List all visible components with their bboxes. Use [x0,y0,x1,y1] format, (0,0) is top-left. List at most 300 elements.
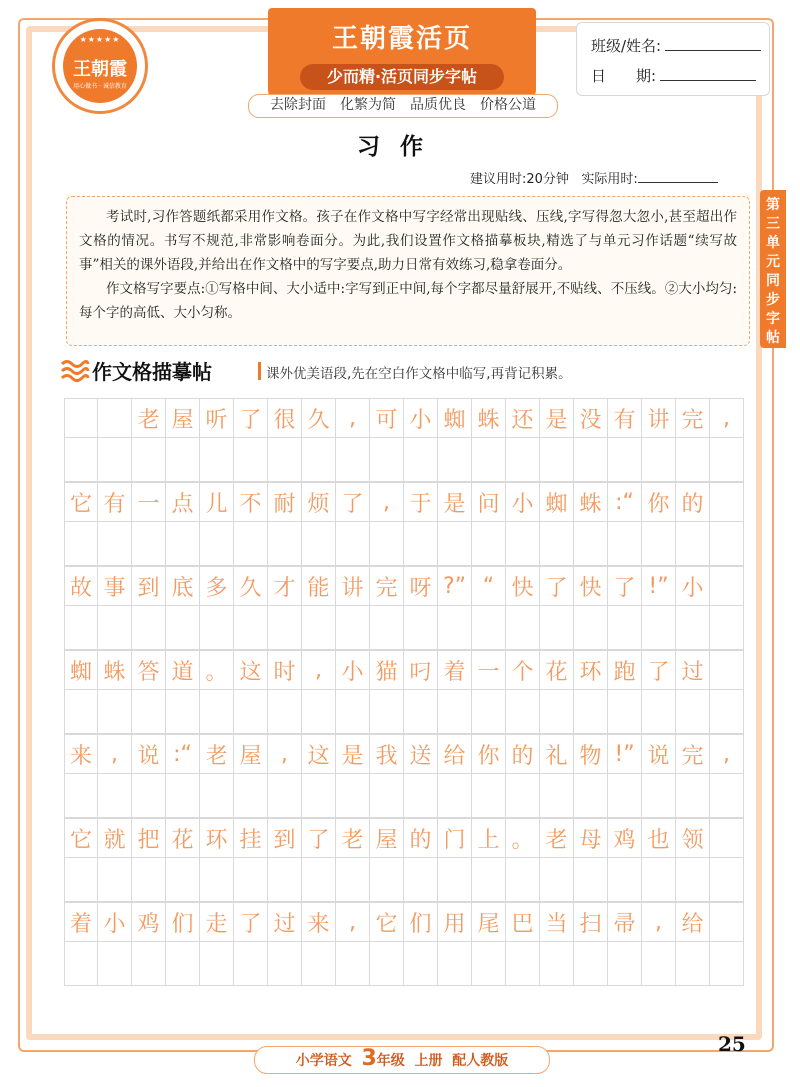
grid-cell[interactable]: 完 [676,734,710,774]
grid-cell[interactable]: 你 [642,482,676,522]
grid-blank-cell[interactable] [166,942,200,986]
grid-blank-cell[interactable] [98,606,132,650]
grid-blank-cell[interactable] [132,858,166,902]
grid-cell[interactable]: 。 [200,650,234,690]
grid-blank-cell[interactable] [166,438,200,482]
grid-blank-cell[interactable] [64,858,98,902]
grid-cell[interactable]: 了 [234,902,268,942]
grid-blank-cell[interactable] [336,522,370,566]
grid-cell[interactable]: 答 [132,650,166,690]
grid-cell[interactable]: 底 [166,566,200,606]
grid-blank-cell[interactable] [676,858,710,902]
grid-blank-cell[interactable] [438,942,472,986]
grid-blank-cell[interactable] [438,774,472,818]
grid-blank-cell[interactable] [540,522,574,566]
grid-cell[interactable]: 不 [234,482,268,522]
grid-blank-cell[interactable] [166,522,200,566]
grid-blank-cell[interactable] [98,942,132,986]
grid-cell[interactable]: 了 [234,398,268,438]
grid-cell[interactable]: 有 [608,398,642,438]
grid-blank-cell[interactable] [64,942,98,986]
grid-cell[interactable]: , [98,734,132,774]
grid-blank-cell[interactable] [506,606,540,650]
grid-char-row [64,398,744,438]
grid-cell[interactable] [710,566,744,606]
grid-cell[interactable]: 事 [98,566,132,606]
grid-cell[interactable]: 了 [608,566,642,606]
grid-cell[interactable]: 用 [438,902,472,942]
grid-blank-cell[interactable] [234,942,268,986]
grid-cell[interactable]: 的 [676,482,710,522]
grid-blank-cell[interactable] [302,858,336,902]
grid-blank-cell[interactable] [166,774,200,818]
grid-cell[interactable]: 有 [98,482,132,522]
grid-cell[interactable]: 鸡 [608,818,642,858]
grid-blank-cell[interactable] [268,438,302,482]
grid-cell[interactable]: , [710,398,744,438]
date-row [591,65,756,86]
grid-cell[interactable]: 的 [404,818,438,858]
grid-blank-cell[interactable] [64,522,98,566]
grid-blank-cell[interactable] [472,774,506,818]
side-tab-char: 帖 [766,330,780,346]
grid-cell[interactable]: 上 [472,818,506,858]
grid-blank-cell[interactable] [438,522,472,566]
grid-blank-cell[interactable] [370,690,404,734]
grid-cell[interactable]: 到 [132,566,166,606]
grid-blank-cell[interactable] [268,522,302,566]
grid-blank-cell[interactable] [336,438,370,482]
grid-cell[interactable] [710,818,744,858]
grid-cell[interactable]: 完 [370,566,404,606]
grid-blank-cell[interactable] [370,942,404,986]
grid-blank-cell[interactable] [676,942,710,986]
grid-blank-cell[interactable] [574,690,608,734]
grid-blank-cell[interactable] [234,858,268,902]
grid-blank-cell[interactable] [404,438,438,482]
time-hint [470,168,718,187]
grid-blank-cell[interactable] [574,438,608,482]
grid-blank-cell[interactable] [268,774,302,818]
grid-blank-cell[interactable] [608,690,642,734]
grid-cell[interactable]: 多 [200,566,234,606]
grid-blank-cell[interactable] [642,858,676,902]
grid-blank-cell[interactable] [404,858,438,902]
grid-blank-cell[interactable] [472,690,506,734]
grid-cell[interactable]: 们 [404,902,438,942]
grid-blank-cell[interactable] [540,858,574,902]
grid-cell[interactable]: 给 [676,902,710,942]
grid-blank-cell[interactable] [404,690,438,734]
unit-side-tab [760,190,786,348]
grid-blank-cell[interactable] [268,606,302,650]
grid-blank-cell[interactable] [234,438,268,482]
grid-blank-cell[interactable] [166,606,200,650]
grid-cell[interactable]: , [302,650,336,690]
grid-blank-cell[interactable] [370,606,404,650]
grid-blank-cell[interactable] [234,522,268,566]
grid-blank-cell[interactable] [472,606,506,650]
grid-blank-cell[interactable] [710,438,744,482]
grid-blank-cell[interactable] [506,522,540,566]
grid-cell[interactable]: 来 [64,734,98,774]
grid-blank-cell[interactable] [268,690,302,734]
grid-cell[interactable]: 可 [370,398,404,438]
grid-cell[interactable]: 也 [642,818,676,858]
grid-cell[interactable] [98,398,132,438]
grid-blank-cell[interactable] [404,942,438,986]
grid-cell[interactable]: 尾 [472,902,506,942]
grid-cell[interactable]: 蜘 [540,482,574,522]
grid-cell[interactable] [710,650,744,690]
grid-cell[interactable]: 呀 [404,566,438,606]
grid-blank-cell[interactable] [200,438,234,482]
grid-cell[interactable]: 老 [200,734,234,774]
grid-cell[interactable]: 。 [506,818,540,858]
grid-blank-cell[interactable] [132,606,166,650]
grid-cell[interactable]: 烦 [302,482,336,522]
grid-cell[interactable]: 送 [404,734,438,774]
grid-cell[interactable]: 花 [540,650,574,690]
grid-blank-cell[interactable] [200,858,234,902]
grid-cell[interactable]: 巴 [506,902,540,942]
grid-cell[interactable]: !” [642,566,676,606]
grid-cell[interactable]: 才 [268,566,302,606]
grid-cell[interactable]: 我 [370,734,404,774]
grid-cell[interactable]: 走 [200,902,234,942]
grid-cell[interactable]: 个 [506,650,540,690]
grid-blank-cell[interactable] [64,438,98,482]
grid-cell[interactable]: 过 [268,902,302,942]
grid-blank-cell[interactable] [268,942,302,986]
grid-cell[interactable]: 它 [64,482,98,522]
grid-cell[interactable]: 还 [506,398,540,438]
grid-cell[interactable]: 时 [268,650,302,690]
grid-cell[interactable]: 扫 [574,902,608,942]
actual-time-field[interactable] [638,170,718,183]
grid-cell[interactable]: 着 [438,650,472,690]
grid-cell[interactable]: 挂 [234,818,268,858]
grid-blank-cell[interactable] [710,606,744,650]
grid-cell[interactable]: 故 [64,566,98,606]
grid-blank-cell[interactable] [540,690,574,734]
grid-blank-cell[interactable] [438,690,472,734]
grid-cell[interactable]: “ [472,566,506,606]
grid-cell[interactable]: 讲 [336,566,370,606]
grid-blank-cell[interactable] [642,438,676,482]
grid-blank-cell[interactable] [574,858,608,902]
grid-cell[interactable]: 一 [472,650,506,690]
grid-cell[interactable]: 来 [302,902,336,942]
grid-blank-cell[interactable] [166,690,200,734]
grid-blank-cell[interactable] [438,858,472,902]
grid-cell[interactable]: 就 [98,818,132,858]
grid-char-row [64,902,744,942]
grid-blank-cell[interactable] [302,690,336,734]
grid-blank-cell[interactable] [132,438,166,482]
grid-cell[interactable]: 鸡 [132,902,166,942]
grid-blank-cell[interactable] [98,522,132,566]
grid-blank-cell[interactable] [710,858,744,902]
grid-blank-cell[interactable] [200,774,234,818]
grid-cell[interactable]: 这 [302,734,336,774]
grid-blank-cell[interactable] [642,942,676,986]
intro-paragraph-1: 考试时,习作答题纸都采用作文格。孩子在作文格中写字经常出现贴线、压线,字写得忽大忽小,甚至超出作文格的情况。书写不规范,非常影响卷面分。为此,我们设置作文格描摹板块,精选了与单元习作话题“续写故事”相关的课外语段,并给出在作文格中的写字要点,助力日常有效练习,稳拿卷面分。 [79,209,737,273]
grid-cell[interactable]: 过 [676,650,710,690]
grid-cell[interactable]: 物 [574,734,608,774]
grid-char-row [64,482,744,522]
grid-blank-cell[interactable] [472,438,506,482]
grid-cell[interactable]: !” [608,734,642,774]
grid-blank-cell[interactable] [506,774,540,818]
grid-cell[interactable]: 是 [438,482,472,522]
grid-cell[interactable]: 于 [404,482,438,522]
grid-cell[interactable]: 把 [132,818,166,858]
grid-blank-cell[interactable] [540,942,574,986]
grid-cell[interactable]: , [268,734,302,774]
grid-blank-cell[interactable] [64,606,98,650]
grid-cell[interactable]: 听 [200,398,234,438]
side-tab-char: 元 [766,254,780,270]
grid-cell[interactable]: 跑 [608,650,642,690]
grid-cell[interactable]: 小 [676,566,710,606]
grid-cell[interactable]: 了 [336,482,370,522]
grid-cell[interactable]: 一 [132,482,166,522]
grid-blank-cell[interactable] [98,690,132,734]
grid-cell[interactable]: 它 [64,818,98,858]
suggested-time: 建议用时:20分钟 [470,172,569,187]
grid-cell[interactable]: 老 [132,398,166,438]
grid-blank-cell[interactable] [642,774,676,818]
grid-cell[interactable]: 快 [506,566,540,606]
grid-cell[interactable]: 了 [642,650,676,690]
grid-blank-cell[interactable] [608,858,642,902]
grid-blank-cell[interactable] [472,522,506,566]
grid-cell[interactable]: 完 [676,398,710,438]
grid-cell[interactable]: , [642,902,676,942]
grid-cell[interactable]: 花 [166,818,200,858]
grid-blank-cell[interactable] [608,438,642,482]
grid-cell[interactable]: , [370,482,404,522]
grid-blank-cell[interactable] [200,606,234,650]
grid-blank-cell[interactable] [710,942,744,986]
tagline: 去除封面 化繁为简 品质优良 价格公道 [248,94,558,118]
grid-blank-cell[interactable] [676,690,710,734]
intro-box [66,196,750,346]
grid-blank-cell[interactable] [540,438,574,482]
grid-blank-cell[interactable] [710,690,744,734]
grid-cell[interactable]: 小 [404,398,438,438]
grid-blank-cell[interactable] [438,606,472,650]
grid-cell[interactable]: 领 [676,818,710,858]
grid-cell[interactable]: 蜘 [64,650,98,690]
grid-blank-cell[interactable] [608,522,642,566]
grid-char-row [64,650,744,690]
grid-blank-cell[interactable] [574,606,608,650]
grid-blank-cell[interactable] [472,858,506,902]
grid-cell[interactable]: 蛛 [472,398,506,438]
grid-cell[interactable]: 帚 [608,902,642,942]
grid-blank-cell[interactable] [710,774,744,818]
grid-practice-row [64,858,744,902]
grid-cell[interactable]: 道 [166,650,200,690]
grid-cell[interactable]: , [336,398,370,438]
grid-blank-cell[interactable] [336,942,370,986]
grid-cell[interactable]: 蛛 [574,482,608,522]
grid-blank-cell[interactable] [200,522,234,566]
grid-blank-cell[interactable] [302,438,336,482]
grid-cell[interactable]: 环 [200,818,234,858]
grid-cell[interactable]: 蛛 [98,650,132,690]
grid-blank-cell[interactable] [200,690,234,734]
grid-blank-cell[interactable] [608,606,642,650]
grid-blank-cell[interactable] [404,606,438,650]
class-name-field[interactable] [665,36,761,51]
grid-cell[interactable]: 了 [302,818,336,858]
grid-blank-cell[interactable] [370,774,404,818]
grid-cell[interactable]: , [710,734,744,774]
grid-cell[interactable]: 着 [64,902,98,942]
grid-cell[interactable]: , [336,902,370,942]
grid-blank-cell[interactable] [370,858,404,902]
grid-blank-cell[interactable] [404,774,438,818]
grid-blank-cell[interactable] [98,858,132,902]
grid-blank-cell[interactable] [166,858,200,902]
grid-blank-cell[interactable] [302,522,336,566]
grid-cell[interactable]: 的 [506,734,540,774]
grid-blank-cell[interactable] [98,438,132,482]
grid-cell[interactable]: 给 [438,734,472,774]
grid-blank-cell[interactable] [642,522,676,566]
grid-blank-cell[interactable] [676,774,710,818]
grid-cell[interactable]: 说 [132,734,166,774]
grid-cell[interactable] [64,398,98,438]
grid-cell[interactable]: 是 [336,734,370,774]
grid-blank-cell[interactable] [234,774,268,818]
grid-blank-cell[interactable] [676,522,710,566]
grid-blank-cell[interactable] [404,522,438,566]
grid-cell[interactable]: 蜘 [438,398,472,438]
grid-blank-cell[interactable] [64,774,98,818]
grid-cell[interactable]: 久 [234,566,268,606]
grid-blank-cell[interactable] [302,942,336,986]
grid-blank-cell[interactable] [676,438,710,482]
grid-cell[interactable]: 它 [370,902,404,942]
grid-cell[interactable]: 老 [336,818,370,858]
grid-cell[interactable]: 这 [234,650,268,690]
grid-blank-cell[interactable] [336,690,370,734]
grid-cell[interactable]: 礼 [540,734,574,774]
grid-cell[interactable]: 很 [268,398,302,438]
grid-blank-cell[interactable] [234,606,268,650]
grid-blank-cell[interactable] [608,942,642,986]
grid-blank-cell[interactable] [370,522,404,566]
grid-blank-cell[interactable] [540,606,574,650]
grid-blank-cell[interactable] [438,438,472,482]
grid-cell[interactable]: 们 [166,902,200,942]
grid-blank-cell[interactable] [200,942,234,986]
grid-blank-cell[interactable] [506,858,540,902]
grid-cell[interactable]: 当 [540,902,574,942]
grid-blank-cell[interactable] [676,606,710,650]
grid-blank-cell[interactable] [574,942,608,986]
grid-blank-cell[interactable] [132,522,166,566]
grid-cell[interactable]: 耐 [268,482,302,522]
grid-cell[interactable]: 没 [574,398,608,438]
grid-blank-cell[interactable] [132,774,166,818]
grid-practice-row [64,774,744,818]
grid-blank-cell[interactable] [370,438,404,482]
grid-blank-cell[interactable] [472,942,506,986]
grid-blank-cell[interactable] [506,690,540,734]
grid-blank-cell[interactable] [710,522,744,566]
grid-cell[interactable]: 是 [540,398,574,438]
grid-blank-cell[interactable] [574,774,608,818]
grid-blank-cell[interactable] [268,858,302,902]
grid-cell[interactable] [710,482,744,522]
grid-blank-cell[interactable] [642,606,676,650]
grid-blank-cell[interactable] [132,942,166,986]
grid-blank-cell[interactable] [336,774,370,818]
grid-blank-cell[interactable] [642,690,676,734]
grid-cell[interactable]: :“ [166,734,200,774]
grid-blank-cell[interactable] [506,942,540,986]
grid-blank-cell[interactable] [506,438,540,482]
grid-cell[interactable]: 屋 [166,398,200,438]
grid-cell[interactable]: 屋 [234,734,268,774]
grid-blank-cell[interactable] [336,606,370,650]
date-field[interactable] [660,66,756,81]
grid-cell[interactable]: 老 [540,818,574,858]
grid-cell[interactable]: 叼 [404,650,438,690]
grid-blank-cell[interactable] [302,774,336,818]
grid-cell[interactable]: 儿 [200,482,234,522]
grid-blank-cell[interactable] [336,858,370,902]
grid-cell[interactable]: 小 [506,482,540,522]
grid-cell[interactable]: 讲 [642,398,676,438]
grid-cell[interactable]: ?” [438,566,472,606]
grid-cell[interactable]: 你 [472,734,506,774]
grid-blank-cell[interactable] [608,774,642,818]
grid-cell[interactable]: 到 [268,818,302,858]
grid-cell[interactable]: 了 [540,566,574,606]
grid-cell[interactable]: 环 [574,650,608,690]
grid-cell[interactable]: 猫 [370,650,404,690]
grid-cell[interactable]: 小 [336,650,370,690]
grid-blank-cell[interactable] [302,606,336,650]
grid-blank-cell[interactable] [98,774,132,818]
grid-cell[interactable]: 能 [302,566,336,606]
grid-cell[interactable] [710,902,744,942]
section-description: 课外优美语段,先在空白作文格中临写,再背记积累。 [266,366,572,382]
grid-blank-cell[interactable] [234,690,268,734]
grid-blank-cell[interactable] [574,522,608,566]
grid-cell[interactable]: 屋 [370,818,404,858]
grid-cell[interactable]: 久 [302,398,336,438]
grid-cell[interactable]: 快 [574,566,608,606]
grid-cell[interactable]: 问 [472,482,506,522]
grid-cell[interactable]: 母 [574,818,608,858]
grid-cell[interactable]: 说 [642,734,676,774]
grid-cell[interactable]: 小 [98,902,132,942]
footer-grade-label: 年级 [376,1053,405,1069]
grid-blank-cell[interactable] [540,774,574,818]
grid-blank-cell[interactable] [64,690,98,734]
grid-blank-cell[interactable] [132,690,166,734]
grid-cell[interactable]: :“ [608,482,642,522]
grid-cell[interactable]: 门 [438,818,472,858]
grid-cell[interactable]: 点 [166,482,200,522]
